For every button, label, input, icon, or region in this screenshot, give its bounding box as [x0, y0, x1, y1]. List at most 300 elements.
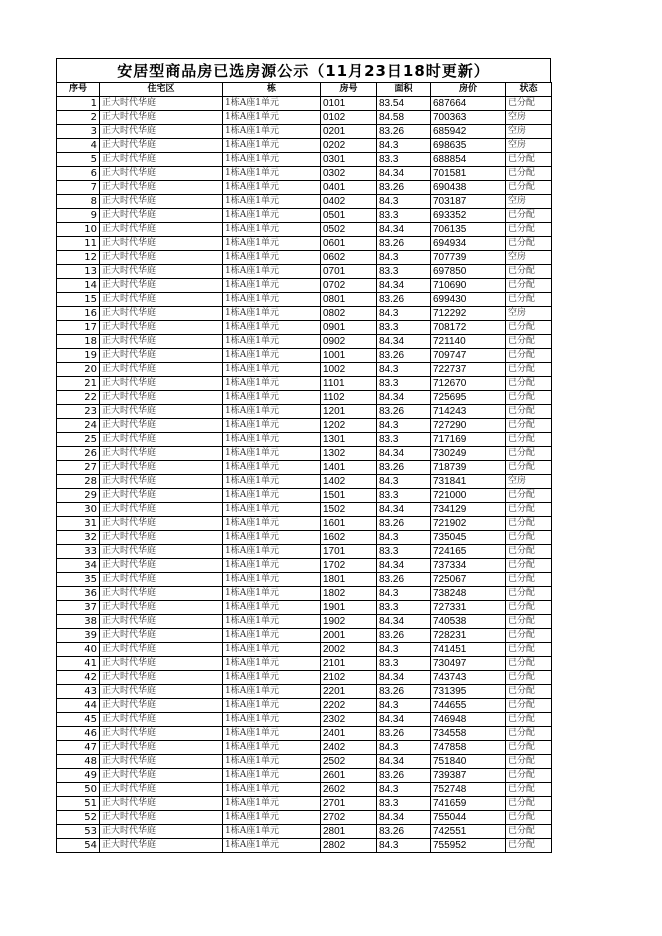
cell-index: 49: [57, 769, 100, 783]
cell-price: 699430: [431, 293, 506, 307]
cell-area: 84.34: [377, 279, 431, 293]
cell-estate: 正大时代华庭: [100, 433, 223, 447]
table-row: [57, 489, 552, 503]
cell-room: 1201: [321, 405, 377, 419]
cell-price: 728231: [431, 629, 506, 643]
cell-building: 1栋A座1单元: [223, 587, 321, 601]
cell-index: 38: [57, 615, 100, 629]
cell-room: 2402: [321, 741, 377, 755]
cell-status: 已分配: [506, 559, 552, 573]
cell-index: 29: [57, 489, 100, 503]
cell-area: 84.3: [377, 699, 431, 713]
cell-price: 731395: [431, 685, 506, 699]
cell-area: 83.3: [377, 321, 431, 335]
cell-building: 1栋A座1单元: [223, 615, 321, 629]
cell-building: 1栋A座1单元: [223, 265, 321, 279]
cell-estate: 正大时代华庭: [100, 587, 223, 601]
table-row: [57, 811, 552, 825]
cell-building: 1栋A座1单元: [223, 97, 321, 111]
cell-status: 已分配: [506, 97, 552, 111]
cell-area: 84.3: [377, 475, 431, 489]
cell-building: 1栋A座1单元: [223, 405, 321, 419]
cell-estate: 正大时代华庭: [100, 629, 223, 643]
cell-index: 2: [57, 111, 100, 125]
cell-area: 83.26: [377, 237, 431, 251]
cell-estate: 正大时代华庭: [100, 279, 223, 293]
cell-status: 已分配: [506, 587, 552, 601]
table-row: [57, 125, 552, 139]
cell-price: 747858: [431, 741, 506, 755]
cell-price: 717169: [431, 433, 506, 447]
cell-building: 1栋A座1单元: [223, 643, 321, 657]
cell-status: 已分配: [506, 405, 552, 419]
cell-area: 84.58: [377, 111, 431, 125]
cell-status: 已分配: [506, 167, 552, 181]
cell-room: 1501: [321, 489, 377, 503]
cell-price: 703187: [431, 195, 506, 209]
table-row: [57, 755, 552, 769]
cell-building: 1栋A座1单元: [223, 335, 321, 349]
cell-price: 727331: [431, 601, 506, 615]
cell-room: 2601: [321, 769, 377, 783]
cell-price: 731841: [431, 475, 506, 489]
cell-index: 26: [57, 447, 100, 461]
table-row: [57, 237, 552, 251]
table-row: [57, 797, 552, 811]
cell-price: 718739: [431, 461, 506, 475]
header-status: 状态: [506, 83, 552, 97]
cell-price: 742551: [431, 825, 506, 839]
cell-building: 1栋A座1单元: [223, 685, 321, 699]
cell-index: 17: [57, 321, 100, 335]
cell-price: 730497: [431, 657, 506, 671]
table-row: [57, 629, 552, 643]
cell-status: 已分配: [506, 769, 552, 783]
table-row: [57, 503, 552, 517]
cell-room: 0901: [321, 321, 377, 335]
cell-price: 685942: [431, 125, 506, 139]
cell-price: 755952: [431, 839, 506, 853]
cell-area: 83.3: [377, 545, 431, 559]
cell-area: 84.3: [377, 783, 431, 797]
cell-status: 已分配: [506, 643, 552, 657]
cell-building: 1栋A座1单元: [223, 531, 321, 545]
cell-building: 1栋A座1单元: [223, 517, 321, 531]
cell-status: 已分配: [506, 839, 552, 853]
cell-building: 1栋A座1单元: [223, 811, 321, 825]
cell-building: 1栋A座1单元: [223, 321, 321, 335]
cell-estate: 正大时代华庭: [100, 741, 223, 755]
cell-room: 2801: [321, 825, 377, 839]
cell-building: 1栋A座1单元: [223, 223, 321, 237]
cell-building: 1栋A座1单元: [223, 279, 321, 293]
cell-room: 1802: [321, 587, 377, 601]
cell-index: 35: [57, 573, 100, 587]
cell-price: 740538: [431, 615, 506, 629]
cell-status: 已分配: [506, 713, 552, 727]
cell-price: 724165: [431, 545, 506, 559]
cell-index: 36: [57, 587, 100, 601]
cell-price: 709747: [431, 349, 506, 363]
table-row: [57, 839, 552, 853]
cell-estate: 正大时代华庭: [100, 97, 223, 111]
table-row: [57, 251, 552, 265]
cell-estate: 正大时代华庭: [100, 125, 223, 139]
cell-status: 已分配: [506, 153, 552, 167]
cell-status: 已分配: [506, 531, 552, 545]
cell-status: 空房: [506, 125, 552, 139]
cell-building: 1栋A座1单元: [223, 111, 321, 125]
cell-price: 710690: [431, 279, 506, 293]
cell-price: 721000: [431, 489, 506, 503]
cell-price: 708172: [431, 321, 506, 335]
cell-price: 735045: [431, 531, 506, 545]
spreadsheet: [56, 58, 551, 853]
cell-status: 空房: [506, 111, 552, 125]
cell-status: 已分配: [506, 461, 552, 475]
cell-building: 1栋A座1单元: [223, 307, 321, 321]
cell-room: 1601: [321, 517, 377, 531]
table-row: [57, 671, 552, 685]
table-row: [57, 573, 552, 587]
cell-status: 已分配: [506, 321, 552, 335]
cell-price: 746948: [431, 713, 506, 727]
cell-index: 46: [57, 727, 100, 741]
cell-estate: 正大时代华庭: [100, 489, 223, 503]
cell-room: 2702: [321, 811, 377, 825]
cell-building: 1栋A座1单元: [223, 181, 321, 195]
cell-index: 48: [57, 755, 100, 769]
cell-building: 1栋A座1单元: [223, 293, 321, 307]
cell-estate: 正大时代华庭: [100, 195, 223, 209]
cell-building: 1栋A座1单元: [223, 447, 321, 461]
cell-price: 693352: [431, 209, 506, 223]
table-row: [57, 531, 552, 545]
cell-estate: 正大时代华庭: [100, 671, 223, 685]
cell-area: 83.26: [377, 769, 431, 783]
cell-estate: 正大时代华庭: [100, 573, 223, 587]
cell-index: 22: [57, 391, 100, 405]
table-row: [57, 559, 552, 573]
cell-building: 1栋A座1单元: [223, 713, 321, 727]
cell-building: 1栋A座1单元: [223, 349, 321, 363]
cell-area: 84.3: [377, 643, 431, 657]
cell-room: 2302: [321, 713, 377, 727]
cell-building: 1栋A座1单元: [223, 769, 321, 783]
cell-building: 1栋A座1单元: [223, 671, 321, 685]
cell-estate: 正大时代华庭: [100, 531, 223, 545]
cell-estate: 正大时代华庭: [100, 181, 223, 195]
cell-index: 27: [57, 461, 100, 475]
cell-room: 0302: [321, 167, 377, 181]
cell-price: 698635: [431, 139, 506, 153]
cell-estate: 正大时代华庭: [100, 447, 223, 461]
cell-status: 空房: [506, 251, 552, 265]
cell-building: 1栋A座1单元: [223, 195, 321, 209]
cell-status: 已分配: [506, 293, 552, 307]
cell-estate: 正大时代华庭: [100, 755, 223, 769]
cell-price: 755044: [431, 811, 506, 825]
cell-index: 21: [57, 377, 100, 391]
cell-building: 1栋A座1单元: [223, 237, 321, 251]
cell-estate: 正大时代华庭: [100, 517, 223, 531]
cell-status: 已分配: [506, 181, 552, 195]
cell-building: 1栋A座1单元: [223, 839, 321, 853]
cell-index: 52: [57, 811, 100, 825]
cell-index: 4: [57, 139, 100, 153]
cell-status: 已分配: [506, 349, 552, 363]
cell-estate: 正大时代华庭: [100, 839, 223, 853]
cell-area: 84.3: [377, 363, 431, 377]
cell-building: 1栋A座1单元: [223, 545, 321, 559]
table-row: [57, 111, 552, 125]
header-building: 栋: [223, 83, 321, 97]
table-row: [57, 447, 552, 461]
cell-status: 已分配: [506, 503, 552, 517]
table-row: [57, 335, 552, 349]
cell-room: 1101: [321, 377, 377, 391]
cell-room: 1602: [321, 531, 377, 545]
cell-room: 2002: [321, 643, 377, 657]
table-row: [57, 223, 552, 237]
cell-estate: 正大时代华庭: [100, 475, 223, 489]
cell-building: 1栋A座1单元: [223, 825, 321, 839]
cell-estate: 正大时代华庭: [100, 769, 223, 783]
cell-index: 12: [57, 251, 100, 265]
cell-estate: 正大时代华庭: [100, 111, 223, 125]
cell-status: 已分配: [506, 699, 552, 713]
cell-index: 7: [57, 181, 100, 195]
cell-index: 42: [57, 671, 100, 685]
cell-estate: 正大时代华庭: [100, 405, 223, 419]
cell-estate: 正大时代华庭: [100, 783, 223, 797]
table-row: [57, 461, 552, 475]
cell-index: 18: [57, 335, 100, 349]
cell-area: 83.26: [377, 685, 431, 699]
table-row: [57, 153, 552, 167]
cell-room: 0102: [321, 111, 377, 125]
cell-building: 1栋A座1单元: [223, 419, 321, 433]
cell-status: 空房: [506, 307, 552, 321]
cell-index: 32: [57, 531, 100, 545]
cell-index: 1: [57, 97, 100, 111]
cell-index: 25: [57, 433, 100, 447]
cell-room: 0802: [321, 307, 377, 321]
sheet-title: 安居型商品房已选房源公示（11月23日18时更新）: [56, 58, 551, 82]
cell-price: 743743: [431, 671, 506, 685]
cell-price: 734129: [431, 503, 506, 517]
table-row: [57, 293, 552, 307]
cell-building: 1栋A座1单元: [223, 503, 321, 517]
cell-building: 1栋A座1单元: [223, 783, 321, 797]
cell-building: 1栋A座1单元: [223, 125, 321, 139]
cell-building: 1栋A座1单元: [223, 167, 321, 181]
cell-status: 已分配: [506, 783, 552, 797]
cell-area: 83.26: [377, 629, 431, 643]
header-index: 序号: [57, 83, 100, 97]
cell-status: 已分配: [506, 741, 552, 755]
cell-area: 84.3: [377, 587, 431, 601]
cell-price: 725067: [431, 573, 506, 587]
cell-status: 已分配: [506, 279, 552, 293]
table-row: [57, 377, 552, 391]
cell-price: 752748: [431, 783, 506, 797]
table-row: [57, 587, 552, 601]
cell-building: 1栋A座1单元: [223, 251, 321, 265]
cell-room: 2502: [321, 755, 377, 769]
cell-area: 84.34: [377, 447, 431, 461]
cell-status: 已分配: [506, 265, 552, 279]
cell-status: 已分配: [506, 657, 552, 671]
cell-status: 已分配: [506, 517, 552, 531]
cell-status: 已分配: [506, 419, 552, 433]
cell-status: 已分配: [506, 615, 552, 629]
cell-room: 0502: [321, 223, 377, 237]
cell-estate: 正大时代华庭: [100, 699, 223, 713]
cell-room: 0602: [321, 251, 377, 265]
cell-index: 15: [57, 293, 100, 307]
cell-status: 已分配: [506, 629, 552, 643]
table-row: [57, 545, 552, 559]
cell-price: 694934: [431, 237, 506, 251]
cell-room: 2602: [321, 783, 377, 797]
cell-index: 30: [57, 503, 100, 517]
header-room: 房号: [321, 83, 377, 97]
cell-building: 1栋A座1单元: [223, 489, 321, 503]
cell-area: 83.26: [377, 517, 431, 531]
cell-index: 34: [57, 559, 100, 573]
table-row: [57, 769, 552, 783]
cell-room: 0402: [321, 195, 377, 209]
cell-price: 734558: [431, 727, 506, 741]
cell-price: 730249: [431, 447, 506, 461]
cell-index: 9: [57, 209, 100, 223]
cell-area: 84.34: [377, 713, 431, 727]
cell-area: 83.26: [377, 461, 431, 475]
cell-estate: 正大时代华庭: [100, 321, 223, 335]
cell-room: 1702: [321, 559, 377, 573]
table-row: [57, 727, 552, 741]
cell-building: 1栋A座1单元: [223, 433, 321, 447]
cell-room: 1701: [321, 545, 377, 559]
cell-building: 1栋A座1单元: [223, 699, 321, 713]
cell-building: 1栋A座1单元: [223, 153, 321, 167]
cell-room: 0101: [321, 97, 377, 111]
cell-index: 23: [57, 405, 100, 419]
cell-building: 1栋A座1单元: [223, 391, 321, 405]
cell-estate: 正大时代华庭: [100, 503, 223, 517]
cell-price: 688854: [431, 153, 506, 167]
cell-room: 0601: [321, 237, 377, 251]
cell-status: 已分配: [506, 797, 552, 811]
cell-price: 744655: [431, 699, 506, 713]
cell-estate: 正大时代华庭: [100, 811, 223, 825]
cell-status: 已分配: [506, 755, 552, 769]
cell-room: 0702: [321, 279, 377, 293]
cell-estate: 正大时代华庭: [100, 615, 223, 629]
cell-index: 24: [57, 419, 100, 433]
cell-status: 已分配: [506, 377, 552, 391]
table-row: [57, 321, 552, 335]
table-row: [57, 685, 552, 699]
cell-building: 1栋A座1单元: [223, 377, 321, 391]
cell-building: 1栋A座1单元: [223, 363, 321, 377]
cell-estate: 正大时代华庭: [100, 363, 223, 377]
cell-area: 84.3: [377, 419, 431, 433]
cell-index: 3: [57, 125, 100, 139]
cell-index: 5: [57, 153, 100, 167]
cell-room: 0401: [321, 181, 377, 195]
cell-building: 1栋A座1单元: [223, 629, 321, 643]
cell-area: 83.3: [377, 601, 431, 615]
cell-area: 83.3: [377, 265, 431, 279]
table-row: [57, 657, 552, 671]
cell-index: 53: [57, 825, 100, 839]
cell-area: 84.34: [377, 755, 431, 769]
cell-room: 0501: [321, 209, 377, 223]
cell-index: 13: [57, 265, 100, 279]
cell-index: 51: [57, 797, 100, 811]
table-row: [57, 279, 552, 293]
cell-index: 47: [57, 741, 100, 755]
header-row: [57, 83, 552, 97]
cell-estate: 正大时代华庭: [100, 685, 223, 699]
cell-price: 712292: [431, 307, 506, 321]
cell-room: 0202: [321, 139, 377, 153]
cell-building: 1栋A座1单元: [223, 727, 321, 741]
cell-room: 2202: [321, 699, 377, 713]
cell-price: 714243: [431, 405, 506, 419]
cell-building: 1栋A座1单元: [223, 209, 321, 223]
cell-room: 0902: [321, 335, 377, 349]
cell-room: 1001: [321, 349, 377, 363]
cell-index: 37: [57, 601, 100, 615]
cell-estate: 正大时代华庭: [100, 657, 223, 671]
cell-area: 83.3: [377, 209, 431, 223]
table-row: [57, 181, 552, 195]
table-row: [57, 391, 552, 405]
cell-area: 83.26: [377, 181, 431, 195]
cell-status: 空房: [506, 475, 552, 489]
cell-estate: 正大时代华庭: [100, 797, 223, 811]
cell-estate: 正大时代华庭: [100, 601, 223, 615]
table-row: [57, 825, 552, 839]
cell-status: 空房: [506, 139, 552, 153]
cell-price: 741659: [431, 797, 506, 811]
cell-estate: 正大时代华庭: [100, 167, 223, 181]
cell-price: 741451: [431, 643, 506, 657]
cell-estate: 正大时代华庭: [100, 825, 223, 839]
housing-table: [56, 82, 552, 853]
cell-room: 1502: [321, 503, 377, 517]
cell-status: 已分配: [506, 237, 552, 251]
cell-index: 20: [57, 363, 100, 377]
cell-price: 738248: [431, 587, 506, 601]
cell-area: 84.3: [377, 139, 431, 153]
cell-estate: 正大时代华庭: [100, 643, 223, 657]
cell-area: 84.3: [377, 839, 431, 853]
cell-room: 0201: [321, 125, 377, 139]
cell-estate: 正大时代华庭: [100, 265, 223, 279]
cell-status: 已分配: [506, 391, 552, 405]
table-row: [57, 307, 552, 321]
table-row: [57, 363, 552, 377]
table-row: [57, 419, 552, 433]
cell-price: 751840: [431, 755, 506, 769]
cell-area: 84.3: [377, 307, 431, 321]
cell-status: 空房: [506, 195, 552, 209]
cell-price: 700363: [431, 111, 506, 125]
